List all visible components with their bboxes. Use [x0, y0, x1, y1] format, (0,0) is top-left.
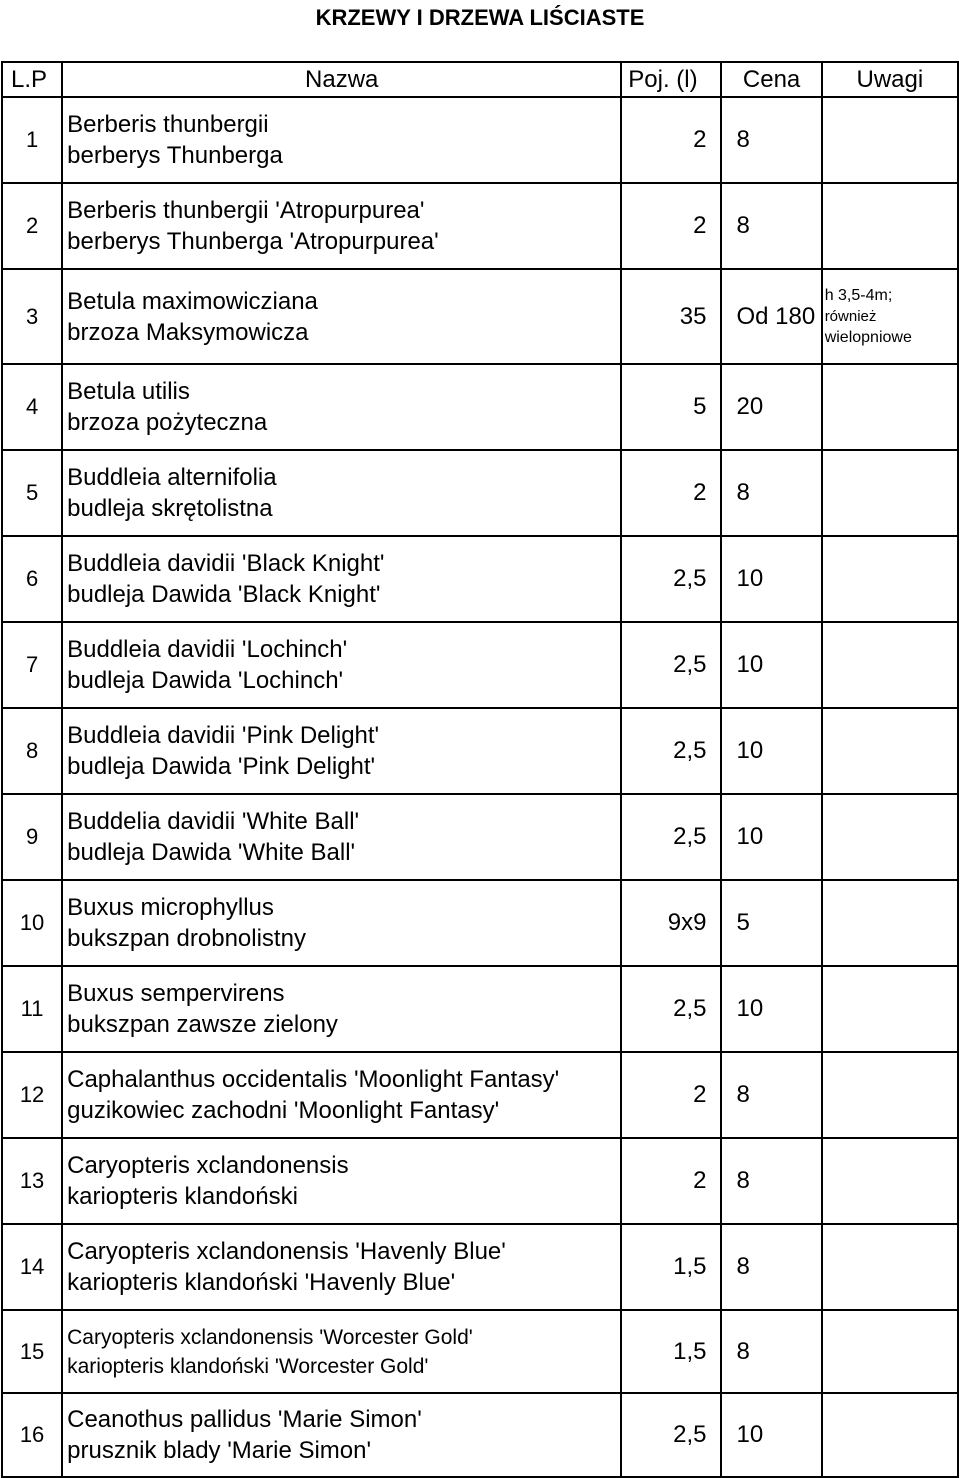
notes [822, 708, 958, 794]
row-number: 16 [2, 1393, 62, 1477]
container-volume: 1,5 [621, 1224, 721, 1310]
polish-name: berberys Thunberga [67, 142, 283, 169]
latin-name: Betula utilis [67, 378, 190, 405]
row-number: 10 [2, 880, 62, 966]
latin-name: Caphalanthus occidentalis 'Moonlight Fantasy' [67, 1066, 560, 1093]
container-volume: 2 [621, 1052, 721, 1138]
notes [822, 364, 958, 450]
container-volume: 2 [621, 1138, 721, 1224]
plant-name [62, 708, 621, 794]
table-body [2, 97, 958, 1477]
latin-name: Buddleia davidii 'Pink Delight' [67, 722, 380, 749]
notes [822, 1224, 958, 1310]
plant-name [62, 1224, 621, 1310]
table-row [2, 966, 958, 1052]
latin-name: Berberis thunbergii [67, 111, 269, 138]
note-line: h 3,5-4m; [824, 287, 893, 304]
container-volume: 5 [621, 364, 721, 450]
row-number: 5 [2, 450, 62, 536]
container-volume: 2,5 [621, 794, 721, 880]
price: 10 [721, 708, 821, 794]
row-number: 12 [2, 1052, 62, 1138]
table-row [2, 708, 958, 794]
latin-name: Buddleia davidii 'Black Knight' [67, 550, 385, 577]
container-volume: 9x9 [621, 880, 721, 966]
notes [822, 269, 958, 364]
container-volume: 2 [621, 183, 721, 269]
latin-name: Buddelia davidii 'White Ball' [67, 808, 360, 835]
plant-name [62, 1310, 621, 1393]
table-row [2, 880, 958, 966]
plant-name [62, 1138, 621, 1224]
note-line: wielopniowe [824, 329, 912, 346]
row-number: 8 [2, 708, 62, 794]
polish-name: budleja Dawida 'Lochinch' [67, 667, 344, 694]
price: 10 [721, 966, 821, 1052]
table-row [2, 364, 958, 450]
price: 10 [721, 794, 821, 880]
polish-name: brzoza Maksymowicza [67, 318, 309, 346]
row-number: 1 [2, 97, 62, 183]
price: 8 [721, 183, 821, 269]
polish-name: budleja Dawida 'Pink Delight' [67, 753, 376, 780]
table-row [2, 269, 958, 364]
polish-name: kariopteris klandoński 'Worcester Gold' [67, 1354, 429, 1378]
plant-name [62, 794, 621, 880]
price-table [1, 61, 959, 1478]
price: 10 [721, 622, 821, 708]
table-row [2, 97, 958, 183]
row-number: 7 [2, 622, 62, 708]
notes [822, 880, 958, 966]
latin-name: Buxus sempervirens [67, 980, 285, 1007]
latin-name: Caryopteris xclandonensis [67, 1152, 349, 1179]
polish-name: kariopteris klandoński [67, 1183, 298, 1210]
polish-name: budleja Dawida 'Black Knight' [67, 581, 381, 608]
container-volume: 2,5 [621, 708, 721, 794]
price: 8 [721, 1052, 821, 1138]
notes [822, 536, 958, 622]
notes [822, 622, 958, 708]
row-number: 11 [2, 966, 62, 1052]
price: 8 [721, 450, 821, 536]
row-number: 14 [2, 1224, 62, 1310]
row-number: 6 [2, 536, 62, 622]
container-volume: 2,5 [621, 622, 721, 708]
latin-name: Ceanothus pallidus 'Marie Simon' [67, 1406, 422, 1433]
table-row [2, 622, 958, 708]
plant-name [62, 450, 621, 536]
price: 8 [721, 1138, 821, 1224]
latin-name: Betula maximowicziana [67, 287, 318, 315]
latin-name: Buddleia davidii 'Lochinch' [67, 636, 348, 663]
plant-name [62, 97, 621, 183]
header-cena: Cena [721, 62, 821, 97]
table-row [2, 794, 958, 880]
notes [822, 1310, 958, 1393]
note-line: również [824, 308, 877, 325]
polish-name: guzikowiec zachodni 'Moonlight Fantasy' [67, 1097, 500, 1124]
row-number: 3 [2, 269, 62, 364]
notes [822, 794, 958, 880]
table-row [2, 1310, 958, 1393]
row-number: 2 [2, 183, 62, 269]
plant-name [62, 966, 621, 1052]
container-volume: 2 [621, 450, 721, 536]
plant-name [62, 364, 621, 450]
polish-name: kariopteris klandoński 'Havenly Blue' [67, 1269, 456, 1296]
container-volume: 2,5 [621, 966, 721, 1052]
plant-name [62, 183, 621, 269]
latin-name: Berberis thunbergii 'Atropurpurea' [67, 197, 425, 224]
plant-name [62, 1393, 621, 1477]
header-poj: Poj. (l) [621, 62, 721, 97]
plant-name [62, 1052, 621, 1138]
plant-name [62, 880, 621, 966]
price: 20 [721, 364, 821, 450]
container-volume: 2 [621, 97, 721, 183]
table-row [2, 183, 958, 269]
table-row [2, 1138, 958, 1224]
row-number: 4 [2, 364, 62, 450]
table-row [2, 1052, 958, 1138]
price: 8 [721, 1224, 821, 1310]
plant-name [62, 622, 621, 708]
polish-name: brzoza pożyteczna [67, 409, 268, 436]
notes [822, 97, 958, 183]
table-row [2, 536, 958, 622]
header-lp: L.P [2, 62, 62, 97]
polish-name: prusznik blady 'Marie Simon' [67, 1437, 372, 1464]
table-row [2, 1224, 958, 1310]
notes [822, 966, 958, 1052]
container-volume: 2,5 [621, 536, 721, 622]
polish-name: bukszpan zawsze zielony [67, 1011, 338, 1038]
polish-name: budleja skrętolistna [67, 495, 273, 522]
notes [822, 1393, 958, 1477]
header-uwagi: Uwagi [822, 62, 958, 97]
price: 8 [721, 1310, 821, 1393]
plant-name [62, 269, 621, 364]
notes [822, 450, 958, 536]
polish-name: budleja Dawida 'White Ball' [67, 839, 356, 866]
page-title: KRZEWY I DRZEWA LIŚCIASTE [315, 5, 645, 30]
row-number: 9 [2, 794, 62, 880]
latin-name: Buddleia alternifolia [67, 464, 277, 491]
latin-name: Buxus microphyllus [67, 894, 274, 921]
container-volume: 1,5 [621, 1310, 721, 1393]
container-volume: 2,5 [621, 1393, 721, 1477]
container-volume: 35 [621, 269, 721, 364]
price: 10 [721, 536, 821, 622]
header-nazwa: Nazwa [62, 62, 621, 97]
price: 10 [721, 1393, 821, 1477]
price: 5 [721, 880, 821, 966]
row-number: 13 [2, 1138, 62, 1224]
price: Od 180 [721, 269, 821, 364]
table-row [2, 1393, 958, 1477]
notes [822, 1052, 958, 1138]
header-row [2, 62, 958, 97]
polish-name: berberys Thunberga 'Atropurpurea' [67, 228, 439, 255]
table-row [2, 450, 958, 536]
latin-name: Caryopteris xclandonensis 'Havenly Blue' [67, 1238, 506, 1265]
notes [822, 183, 958, 269]
notes [822, 1138, 958, 1224]
plant-name [62, 536, 621, 622]
row-number: 15 [2, 1310, 62, 1393]
table-header [2, 62, 958, 97]
latin-name: Caryopteris xclandonensis 'Worcester Gold' [67, 1325, 473, 1349]
price: 8 [721, 97, 821, 183]
polish-name: bukszpan drobnolistny [67, 925, 306, 952]
